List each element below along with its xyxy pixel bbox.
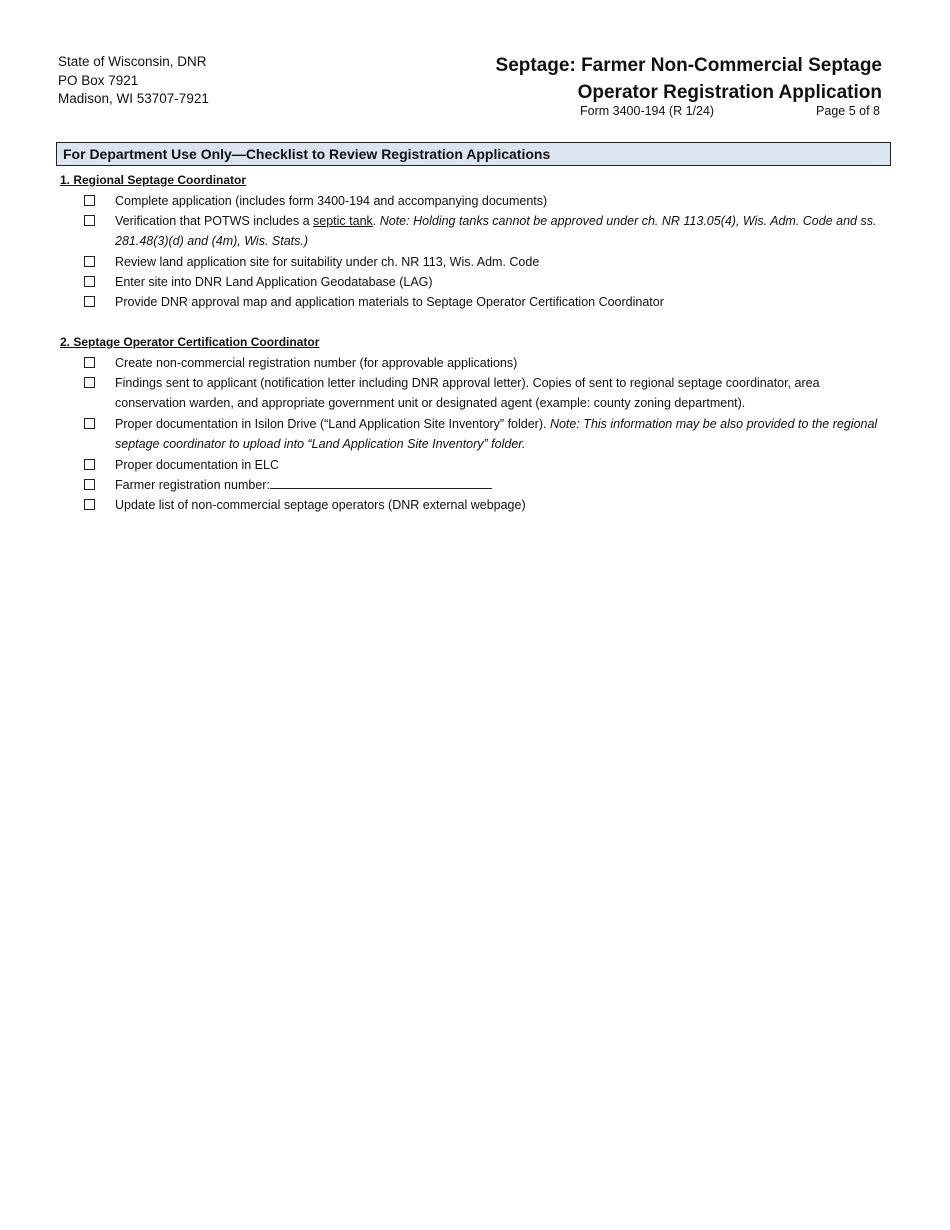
checklist-item — [84, 373, 879, 413]
item-text: Proper documentation in ELC — [115, 458, 279, 472]
checkbox[interactable] — [84, 276, 95, 287]
department-use-banner: For Department Use Only—Checklist to Review Registration Applications — [56, 142, 891, 166]
checklist-item — [84, 211, 879, 251]
checkbox[interactable] — [84, 377, 95, 388]
septic-tank-underlined: septic tank — [313, 214, 373, 228]
checklist-item — [84, 272, 879, 292]
checklist-item — [84, 252, 879, 272]
item-text-wrapper — [115, 475, 879, 495]
checklist-item — [84, 353, 879, 373]
checkbox[interactable] — [84, 215, 95, 226]
section1-heading: 1. Regional Septage Coordinator — [60, 173, 247, 187]
checklist-item — [84, 191, 879, 211]
checkbox[interactable] — [84, 296, 95, 307]
item-text — [115, 414, 879, 454]
item-text-post: . — [372, 214, 380, 228]
agency-city: Madison, WI 53707-7921 — [58, 91, 209, 106]
checkbox[interactable] — [84, 195, 95, 206]
form-title-line2: Operator Registration Application — [577, 82, 882, 103]
item-text: Findings sent to applicant (notification letter including DNR approval letter). Copies of sent to regional septage coordinator, area conservation warden, and appropriate government unit or designated agent (example: county zoning department). — [115, 376, 820, 410]
form-title — [462, 52, 882, 106]
checklist-item — [84, 475, 879, 495]
checklist-item — [84, 495, 879, 515]
checkbox[interactable] — [84, 499, 95, 510]
checkbox[interactable] — [84, 418, 95, 429]
checkbox[interactable] — [84, 256, 95, 267]
checkbox[interactable] — [84, 357, 95, 368]
item-text-pre: Proper documentation in Isilon Drive (“Land Application Site Inventory” folder). — [115, 417, 550, 431]
item-text — [115, 211, 879, 251]
checklist-item — [84, 455, 879, 475]
agency-name: State of Wisconsin, DNR — [58, 54, 207, 69]
item-text: Enter site into DNR Land Application Geodatabase (LAG) — [115, 275, 433, 289]
checklist-item — [84, 414, 879, 454]
item-text: Farmer registration number: — [115, 478, 270, 492]
form-number: Form 3400-194 (R 1/24) — [580, 104, 715, 118]
checkbox[interactable] — [84, 459, 95, 470]
registration-number-field[interactable] — [270, 475, 492, 489]
form-meta — [580, 104, 880, 118]
form-title-line1: Septage: Farmer Non-Commercial Septage — [495, 55, 882, 76]
item-note: Note: Holding tanks cannot be approved under ch. NR 113.05(4), Wis. Adm. Code and ss. 281.48(3)(d) and (4m), Wis. Stats.) — [115, 214, 877, 248]
checklist-item — [84, 292, 879, 312]
item-text: Update list of non-commercial septage operators (DNR external webpage) — [115, 498, 526, 512]
section2-heading: 2. Septage Operator Certification Coordinator — [60, 335, 320, 349]
page-number: Page 5 of 8 — [816, 104, 880, 118]
item-text-pre: Verification that POTWS includes a — [115, 214, 314, 228]
agency-po-box: PO Box 7921 — [58, 72, 139, 88]
item-note: Note: This information may be also provided to the regional septage coordinator to upload into “Land Application Site Inventory” folder. — [115, 417, 878, 451]
item-text: Complete application (includes form 3400-194 and accompanying documents) — [115, 194, 548, 208]
item-text: Create non-commercial registration number (for approvable applications) — [115, 356, 518, 370]
agency-address — [58, 53, 209, 109]
checkbox[interactable] — [84, 479, 95, 490]
item-text: Provide DNR approval map and application materials to Septage Operator Certification Coordinator — [115, 295, 664, 309]
item-text: Review land application site for suitability under ch. NR 113, Wis. Adm. Code — [115, 255, 540, 269]
